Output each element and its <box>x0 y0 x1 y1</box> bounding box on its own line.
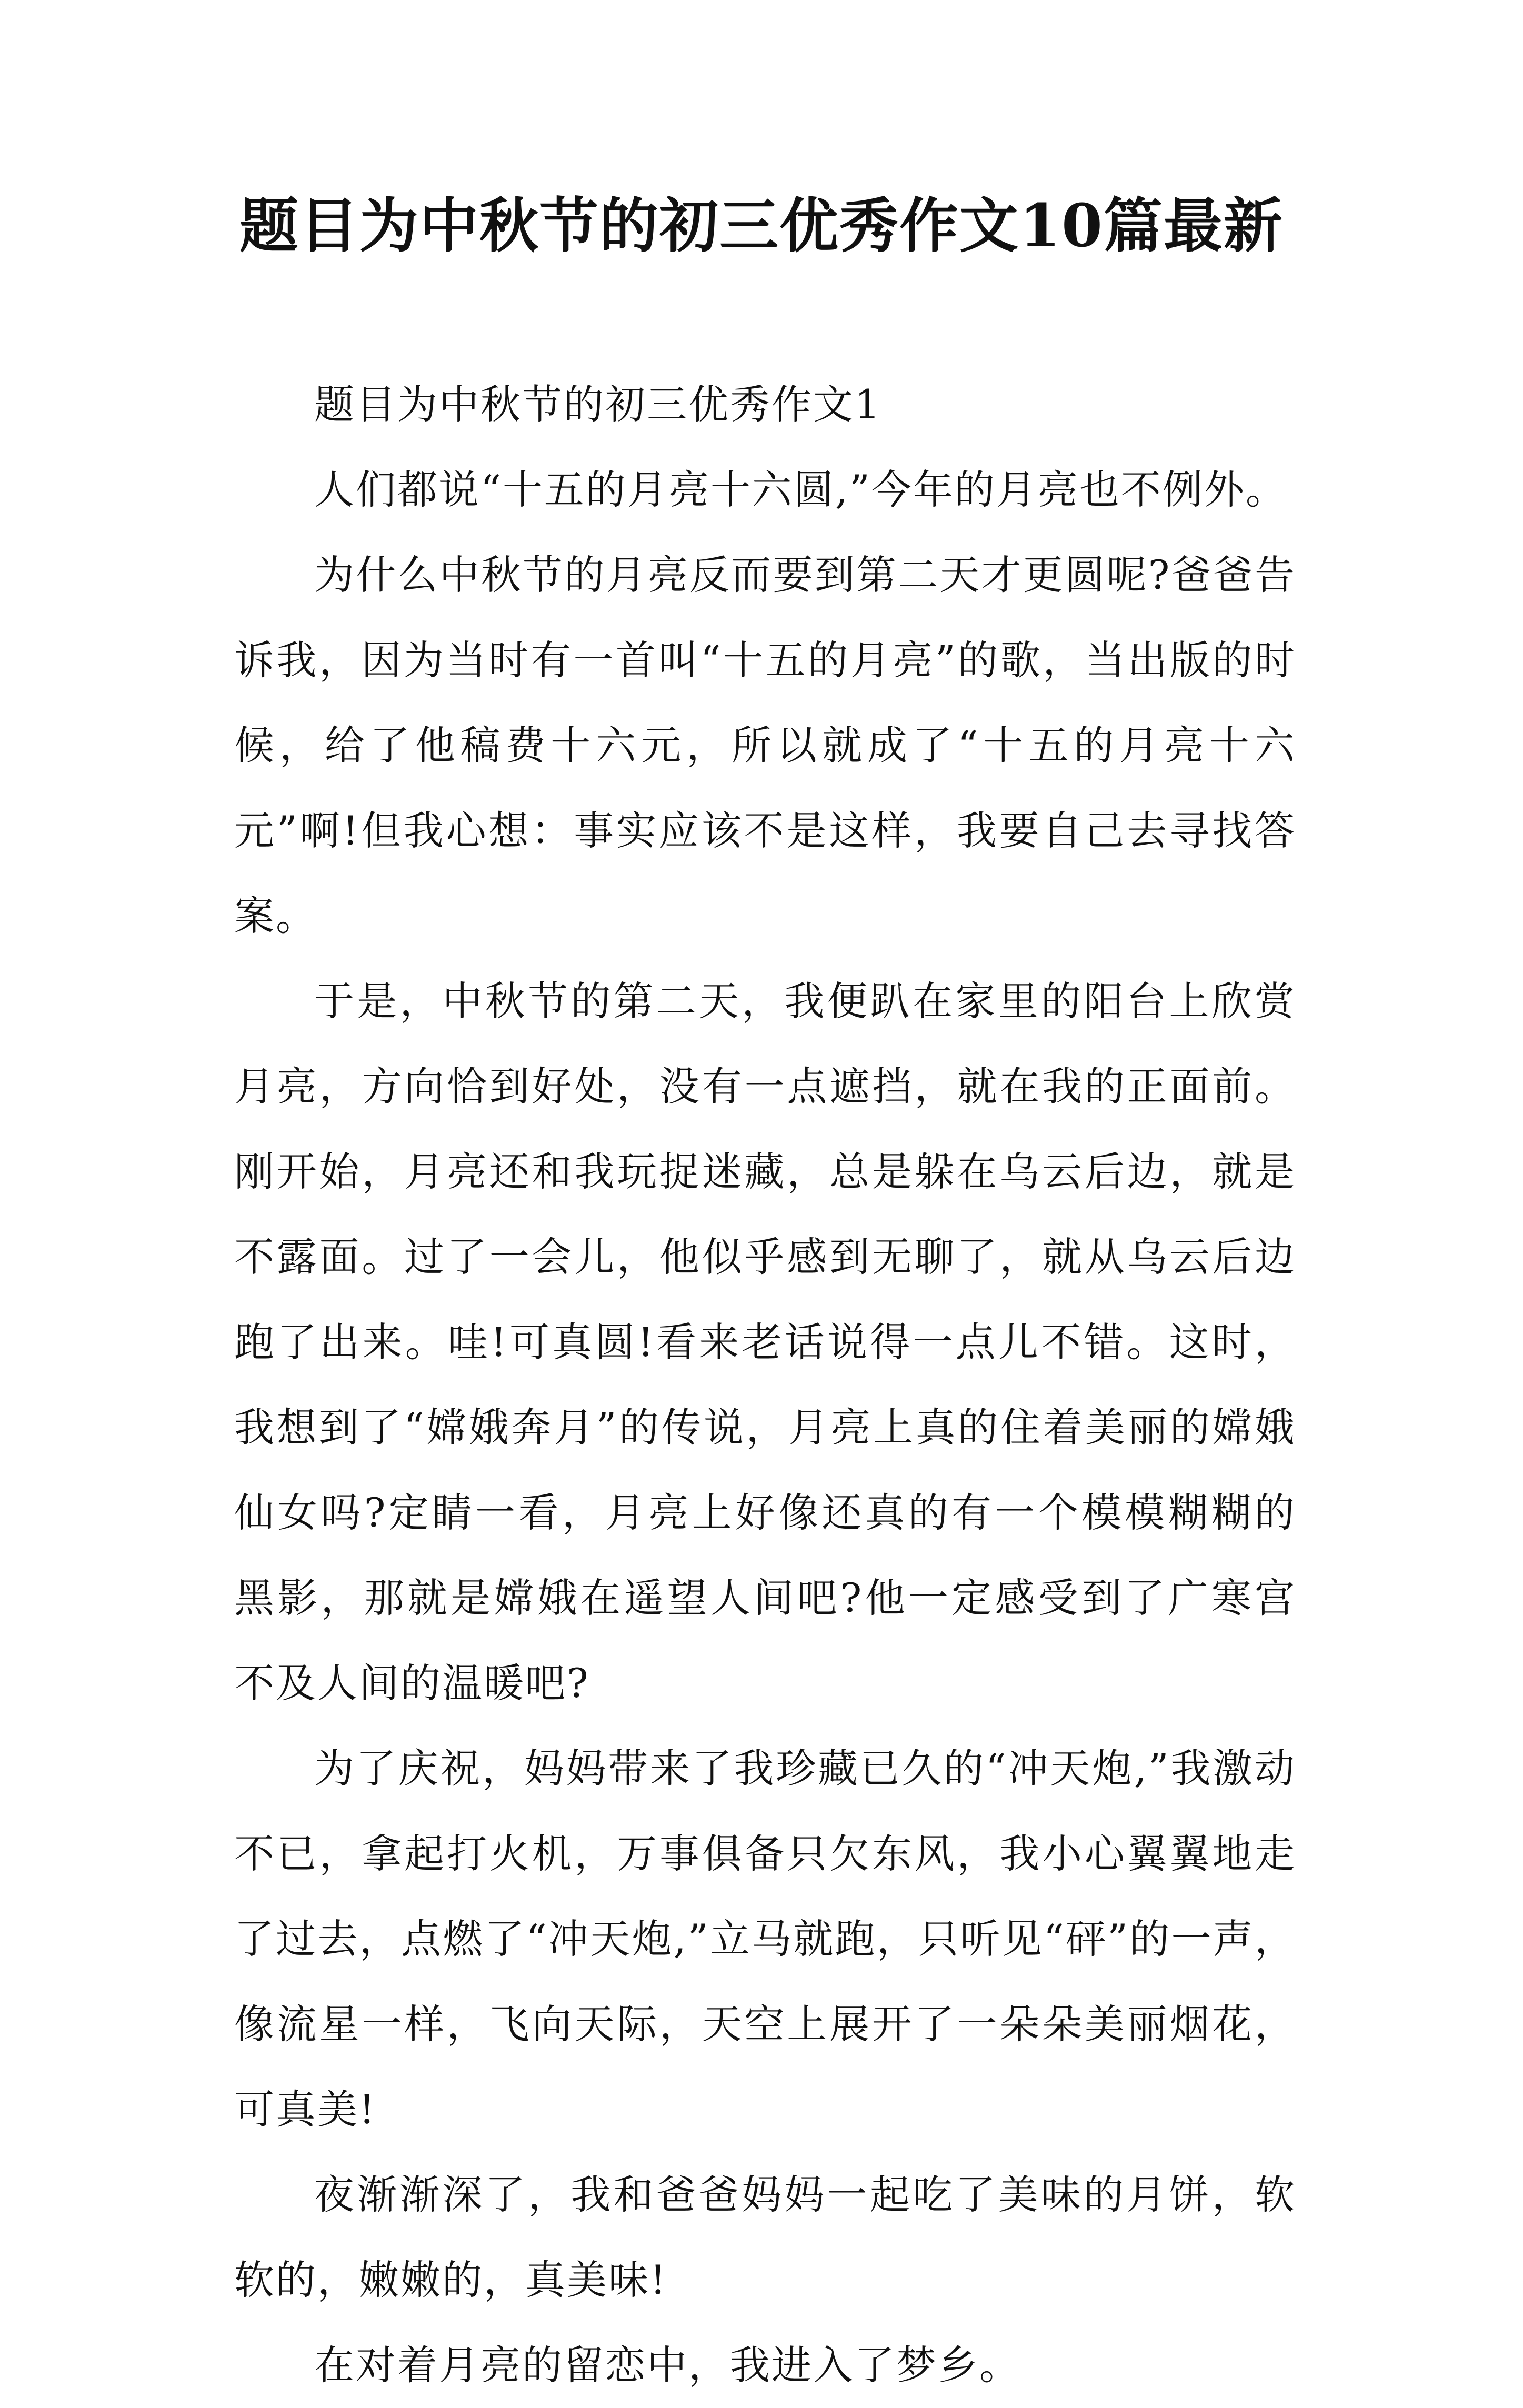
document-title: 题目为中秋节的初三优秀作文10篇最新 <box>239 192 1284 260</box>
paragraph: 为什么中秋节的月亮反而要到第二天才更圆呢?爸爸告诉我，因为当时有一首叫“十五的月亮”的歌，当出版的时候，给了他稿费十六元，所以就成了“十五的月亮十六元”啊!但我心想：事实应该不是这样，我要自己去寻找答案。 <box>234 551 1296 939</box>
paragraph: 夜渐渐深了，我和爸爸妈妈一起吃了美味的月饼，软软的，嫩嫩的，真美味! <box>234 2171 1296 2303</box>
paragraph: 人们都说“十五的月亮十六圆,”今年的月亮也不例外。 <box>314 466 1287 513</box>
essay-heading: 题目为中秋节的初三优秀作文1 <box>314 381 882 428</box>
paragraph: 于是，中秋节的第二天，我便趴在家里的阳台上欣赏月亮，方向恰到好处，没有一点遮挡，就在我的正面前。刚开始，月亮还和我玩捉迷藏，总是躲在乌云后边，就是不露面。过了一会儿，他似乎感到无聊了，就从乌云后边跑了出来。哇!可真圆!看来老话说得一点儿不错。这时，我想到了“嫦娥奔月”的传说，月亮上真的住着美丽的嫦娥仙女吗?定睛一看，月亮上好像还真的有一个模模糊糊的黑影，那就是嫦娥在遥望人间吧?他一定感受到了广寒宫不及人间的温暖吧? <box>234 978 1296 1707</box>
paragraph: 在对着月亮的留恋中，我进入了梦乡。 <box>314 2342 1021 2389</box>
essay-body <box>234 362 1296 2408</box>
paragraph: 为了庆祝，妈妈带来了我珍藏已久的“冲天炮,”我激动不已，拿起打火机，万事俱备只欠东风，我小心翼翼地走了过去，点燃了“冲天炮,”立马就跑，只听见“砰”的一声，像流星一样，飞向天际，天空上展开了一朵朵美丽烟花，可真美! <box>234 1745 1296 2133</box>
